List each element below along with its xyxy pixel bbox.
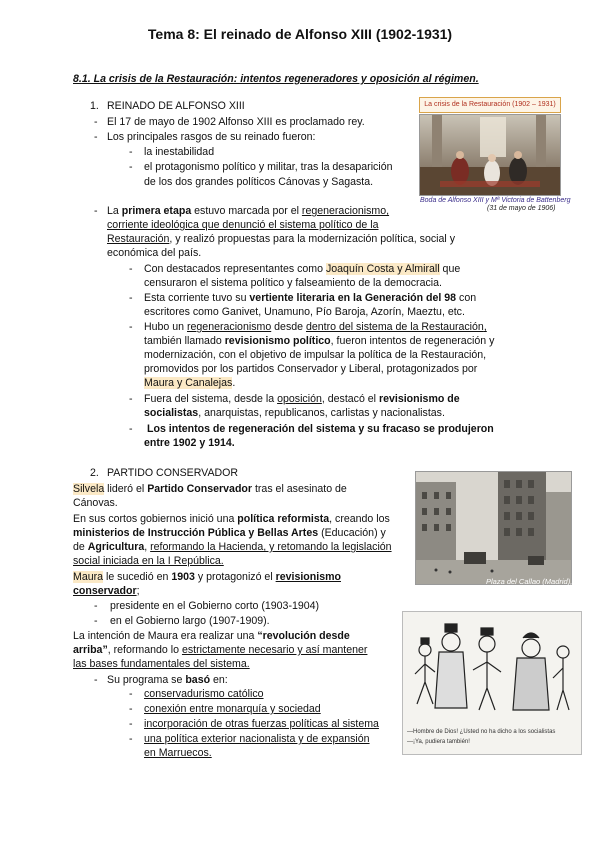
list-item: Hubo un regeneracionismo desde dentro del sistema de la Restauración, — [144, 321, 487, 333]
section-1-number: 1. — [90, 100, 99, 112]
bullet-dash: - — [129, 733, 133, 745]
caricature-illustration — [403, 612, 581, 724]
bullet-dash: - — [129, 146, 133, 158]
paragraph-line: La intención de Maura era realizar una “revolución desde — [73, 630, 350, 642]
city-illustration — [416, 472, 571, 584]
bullet-dash: - — [129, 292, 133, 304]
list-item: también llamado revisionismo político, fueron intentos de regeneración y — [144, 335, 495, 347]
list-item: Esta corriente tuvo su vertiente literaria en la Generación del 98 con — [144, 292, 477, 304]
bullet-dash: - — [94, 674, 98, 686]
paragraph-line: las bases fundamentales del sistema. — [73, 658, 250, 670]
paragraph-line: Silvela lideró el Partido Conservador tras el asesinato de — [73, 483, 347, 495]
paragraph-line: En sus cortos gobiernos inició una política reformista, creando los — [73, 513, 390, 525]
section-2-heading: PARTIDO CONSERVADOR — [107, 467, 239, 479]
list-item: socialistas, anarquistas, republicanos, carlistas y nacionalistas. — [144, 407, 445, 419]
paragraph-line: ministerios de Instrucción Pública y Bellas Artes (Educación) y — [73, 527, 386, 539]
bullet-dash: - — [94, 205, 98, 217]
list-item: en Marruecos. — [144, 747, 212, 759]
list-item: Su programa se basó en: — [107, 674, 228, 686]
paragraph-line: conservador; — [73, 585, 140, 597]
caricature-image — [402, 611, 582, 755]
bullet-dash: - — [129, 718, 133, 730]
paragraph-line: corriente ideológica que denunció el sistema político de la — [107, 219, 379, 231]
list-item: conexión entre monarquía y sociedad — [144, 703, 321, 715]
list-item: entre 1902 y 1914. — [144, 437, 235, 449]
bullet-dash: - — [94, 116, 98, 128]
bullet-dash: - — [129, 161, 133, 173]
plaza-callao-photo — [415, 471, 572, 585]
list-item: Los intentos de regeneración del sistema y su fracaso se produjeron — [147, 423, 494, 435]
list-item: la inestabilidad — [144, 146, 215, 158]
page-title: Tema 8: El reinado de Alfonso XIII (1902-1931) — [147, 26, 453, 42]
paragraph-line: Maura le sucedió en 1903 y protagonizó el revisionismo — [73, 571, 341, 583]
list-item: el protagonismo político y militar, tras la desaparición — [144, 161, 393, 173]
bullet-dash: - — [129, 688, 133, 700]
image-caption: Boda de Alfonso XIII y Mª Victoria de Battenberg — [420, 197, 571, 204]
paragraph-line: Restauración, y realizó propuestas para la modernización política, social y — [107, 233, 456, 245]
section-2-number: 2. — [90, 467, 99, 479]
bullet-dash: - — [129, 393, 133, 405]
bullet-dash: - — [129, 703, 133, 715]
list-item: modernización, con el objetivo de impulsar la política de la Restauración, — [144, 349, 487, 361]
list-item: censuraron el sistema político y falseamiento de la democracia. — [144, 277, 442, 289]
list-item: una política exterior nacionalista y de expansión — [144, 733, 370, 745]
bullet-dash: - — [94, 131, 98, 143]
image-label: La crisis de la Restauración (1902 – 1931) — [419, 97, 561, 113]
list-item: en el Gobierno largo (1907-1909). — [110, 615, 270, 627]
list-item: incorporación de otras fuerzas políticas al sistema — [144, 718, 379, 730]
section-subtitle: 8.1. La crisis de la Restauración: intentos regeneradores y oposición al régimen. — [73, 73, 479, 85]
list-item: El 17 de mayo de 1902 Alfonso XIII es proclamado rey. — [107, 116, 365, 128]
paragraph-line: La primera etapa estuvo marcada por el regeneracionismo, — [107, 205, 390, 217]
image-caption: —¡Ya, pudiera también! — [407, 739, 470, 745]
list-item: Maura y Canalejas. — [144, 377, 236, 389]
wedding-illustration — [420, 115, 560, 195]
list-item: Los principales rasgos de su reinado fueron: — [107, 131, 316, 143]
list-item: promovidos por los partidos Conservador y Liberal, protagonizados por — [144, 363, 478, 375]
paragraph-line: arriba”, reformando lo estrictamente necesario y así mantener — [73, 644, 368, 656]
list-item: de los dos grandes políticos Cánovas y Sagasta. — [144, 176, 374, 188]
paragraph-line: social iniciada en la I República. — [73, 555, 224, 567]
paragraph-line: de Agricultura, reformando la Hacienda, y retomando la legislación — [73, 541, 392, 553]
list-item: presidente en el Gobierno corto (1903-1904) — [110, 600, 320, 612]
list-item: escritores como Ganivet, Unamuno, Pío Baroja, Azorín, Maeztu, etc. — [144, 306, 465, 318]
image-caption: Plaza del Callao (Madrid), 1930. — [486, 577, 594, 586]
bullet-dash: - — [129, 321, 133, 333]
bullet-dash: - — [129, 423, 133, 435]
wedding-photo — [419, 114, 561, 196]
bullet-dash: - — [129, 263, 133, 275]
section-1-heading: REINADO DE ALFONSO XIII — [107, 100, 245, 112]
image-caption: —Hombre de Dios! ¿Usted no ha dicho a los socialistas — [407, 729, 556, 735]
list-item: Con destacados representantes como Joaquín Costa y Almirall que — [144, 263, 461, 275]
paragraph-line: económica del país. — [107, 247, 202, 259]
bullet-dash: - — [94, 615, 98, 627]
list-item: Fuera del sistema, desde la oposición, destacó el revisionismo de — [144, 393, 460, 405]
image-caption: (31 de mayo de 1906) — [487, 205, 556, 212]
bullet-dash: - — [94, 600, 98, 612]
paragraph-line: Cánovas. — [73, 497, 118, 509]
list-item: conservadurismo católico — [144, 688, 264, 700]
